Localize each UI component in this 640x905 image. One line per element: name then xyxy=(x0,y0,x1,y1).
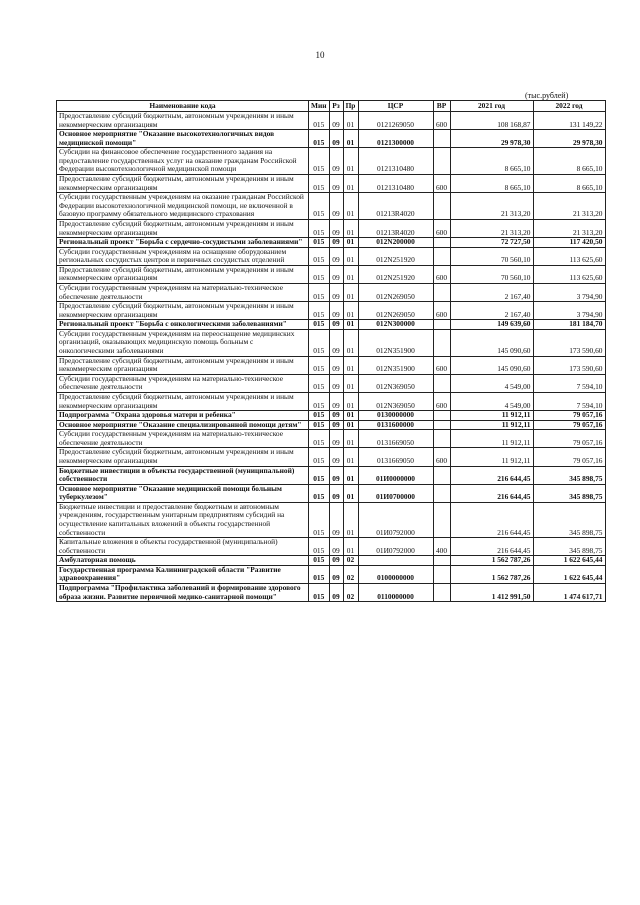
cell-pr: 01 xyxy=(343,247,358,265)
cell-csr: 0121310480 xyxy=(358,175,433,193)
table-row xyxy=(57,193,606,220)
cell-2022: 7 594,10 xyxy=(533,374,605,392)
cell-pr: 01 xyxy=(343,320,358,330)
cell-csr: 0100000000 xyxy=(358,565,433,583)
cell-vr xyxy=(433,320,450,330)
cell-2021: 145 090,60 xyxy=(450,329,533,356)
cell-pr: 01 xyxy=(343,411,358,421)
cell-2021: 216 644,45 xyxy=(450,538,533,556)
cell-vr: 600 xyxy=(433,392,450,410)
cell-rz: 09 xyxy=(329,265,343,283)
table-row xyxy=(57,112,606,130)
cell-vr xyxy=(433,565,450,583)
cell-2022: 113 625,60 xyxy=(533,265,605,283)
table-row xyxy=(57,302,606,320)
cell-2021: 2 167,40 xyxy=(450,302,533,320)
cell-2022: 181 184,70 xyxy=(533,320,605,330)
cell-2021: 21 313,20 xyxy=(450,193,533,220)
cell-pr: 02 xyxy=(343,565,358,583)
cell-rz: 09 xyxy=(329,238,343,248)
cell-2021: 108 168,87 xyxy=(450,112,533,130)
cell-rz: 09 xyxy=(329,484,343,502)
table-row xyxy=(57,466,606,484)
cell-min: 015 xyxy=(309,238,330,248)
cell-rz: 09 xyxy=(329,430,343,448)
cell-csr: 01И0000000 xyxy=(358,466,433,484)
table-row xyxy=(57,374,606,392)
cell-min: 015 xyxy=(309,356,330,374)
cell-pr: 01 xyxy=(343,538,358,556)
cell-pr: 02 xyxy=(343,556,358,566)
header-csr: ЦСР xyxy=(358,101,433,112)
cell-2021: 1 562 787,26 xyxy=(450,556,533,566)
cell-csr: 0131669050 xyxy=(358,430,433,448)
cell-2021: 70 560,10 xyxy=(450,247,533,265)
cell-pr: 01 xyxy=(343,484,358,502)
table-row xyxy=(57,411,606,421)
cell-rz: 09 xyxy=(329,247,343,265)
cell-csr: 012N351900 xyxy=(358,356,433,374)
cell-vr xyxy=(433,238,450,248)
cell-min: 015 xyxy=(309,411,330,421)
cell-name: Региональный проект "Борьба с онкологическими заболеваниями" xyxy=(57,320,309,330)
cell-csr: 0121269050 xyxy=(358,112,433,130)
table-row xyxy=(57,175,606,193)
cell-2021: 8 665,10 xyxy=(450,148,533,175)
cell-2022: 7 594,10 xyxy=(533,392,605,410)
cell-name: Субсидии государственным учреждениям на материально-техническое обеспечение деятельности xyxy=(57,283,309,301)
cell-name: Субсидии государственным учреждениям на переоснащение медицинских организаций, оказывающих медицинскую помощь больным с онкологическими заболеваниями xyxy=(57,329,309,356)
cell-rz: 09 xyxy=(329,502,343,537)
cell-2021: 4 549,00 xyxy=(450,392,533,410)
cell-2021: 29 978,30 xyxy=(450,130,533,148)
cell-2022: 79 057,16 xyxy=(533,420,605,430)
cell-min: 015 xyxy=(309,538,330,556)
cell-2022: 345 898,75 xyxy=(533,466,605,484)
cell-2022: 8 665,10 xyxy=(533,175,605,193)
table-row xyxy=(57,356,606,374)
cell-min: 015 xyxy=(309,565,330,583)
cell-vr xyxy=(433,329,450,356)
cell-rz: 09 xyxy=(329,392,343,410)
cell-name: Предоставление субсидий бюджетным, автономным учреждениям и иным некоммерческим организациям xyxy=(57,112,309,130)
cell-csr: 01213R4020 xyxy=(358,193,433,220)
cell-rz: 09 xyxy=(329,420,343,430)
cell-csr: 012N251920 xyxy=(358,265,433,283)
cell-name: Подпрограмма "Охрана здоровья матери и ребенка" xyxy=(57,411,309,421)
table-row xyxy=(57,420,606,430)
cell-rz: 09 xyxy=(329,320,343,330)
cell-vr xyxy=(433,556,450,566)
cell-min: 015 xyxy=(309,283,330,301)
table-row xyxy=(57,283,606,301)
cell-rz: 09 xyxy=(329,466,343,484)
cell-vr xyxy=(433,283,450,301)
cell-rz: 09 xyxy=(329,538,343,556)
cell-csr: 0131600000 xyxy=(358,420,433,430)
cell-min: 015 xyxy=(309,193,330,220)
cell-csr: 012N200000 xyxy=(358,238,433,248)
cell-name: Предоставление субсидий бюджетным, автономным учреждениям и иным некоммерческим организациям xyxy=(57,356,309,374)
cell-pr: 01 xyxy=(343,502,358,537)
cell-2022: 3 794,90 xyxy=(533,302,605,320)
cell-csr: 0130000000 xyxy=(358,411,433,421)
cell-pr: 01 xyxy=(343,265,358,283)
table-row xyxy=(57,502,606,537)
cell-name: Подпрограмма "Профилактика заболеваний и формирование здорового образа жизни. Развитие первичной медико-санитарной помощи" xyxy=(57,584,309,602)
cell-rz: 09 xyxy=(329,584,343,602)
table-row xyxy=(57,329,606,356)
cell-rz: 09 xyxy=(329,283,343,301)
cell-2022: 117 420,50 xyxy=(533,238,605,248)
cell-csr: 012N251920 xyxy=(358,247,433,265)
cell-pr: 01 xyxy=(343,148,358,175)
cell-name: Государственная программа Калининградской области "Развитие здравоохранения" xyxy=(57,565,309,583)
table-row xyxy=(57,392,606,410)
cell-pr: 01 xyxy=(343,329,358,356)
cell-name: Предоставление субсидий бюджетным, автономным учреждениям и иным некоммерческим организациям xyxy=(57,392,309,410)
cell-2022: 29 978,30 xyxy=(533,130,605,148)
cell-name: Региональный проект "Борьба с сердечно-сосудистыми заболеваниями" xyxy=(57,238,309,248)
cell-vr: 600 xyxy=(433,356,450,374)
header-2021: 2021 год xyxy=(450,101,533,112)
cell-rz: 09 xyxy=(329,356,343,374)
cell-2022: 79 057,16 xyxy=(533,448,605,466)
cell-rz: 09 xyxy=(329,565,343,583)
cell-min: 015 xyxy=(309,484,330,502)
cell-min: 015 xyxy=(309,430,330,448)
cell-vr: 600 xyxy=(433,302,450,320)
cell-rz: 09 xyxy=(329,148,343,175)
cell-min: 015 xyxy=(309,130,330,148)
cell-vr: 600 xyxy=(433,265,450,283)
cell-min: 015 xyxy=(309,374,330,392)
cell-csr: 01И0700000 xyxy=(358,484,433,502)
cell-csr: 012N369050 xyxy=(358,374,433,392)
cell-csr: 01И0792000 xyxy=(358,538,433,556)
cell-vr: 600 xyxy=(433,448,450,466)
cell-pr: 01 xyxy=(343,356,358,374)
cell-2022: 79 057,16 xyxy=(533,411,605,421)
header-name: Наименование кода xyxy=(57,101,309,112)
cell-rz: 09 xyxy=(329,130,343,148)
cell-pr: 01 xyxy=(343,466,358,484)
cell-2021: 149 639,60 xyxy=(450,320,533,330)
cell-vr xyxy=(433,148,450,175)
cell-min: 015 xyxy=(309,448,330,466)
table-row xyxy=(57,448,606,466)
cell-csr: 012N269050 xyxy=(358,302,433,320)
cell-2021: 11 912,11 xyxy=(450,448,533,466)
cell-rz: 09 xyxy=(329,374,343,392)
cell-2021: 8 665,10 xyxy=(450,175,533,193)
cell-csr: 0121300000 xyxy=(358,130,433,148)
cell-vr: 600 xyxy=(433,219,450,237)
cell-rz: 09 xyxy=(329,175,343,193)
cell-csr: 012N300000 xyxy=(358,320,433,330)
cell-rz: 09 xyxy=(329,112,343,130)
cell-2022: 8 665,10 xyxy=(533,148,605,175)
cell-2022: 345 898,75 xyxy=(533,484,605,502)
cell-2021: 72 727,50 xyxy=(450,238,533,248)
cell-csr xyxy=(358,556,433,566)
cell-vr xyxy=(433,374,450,392)
cell-vr xyxy=(433,411,450,421)
cell-2022: 3 794,90 xyxy=(533,283,605,301)
table-row xyxy=(57,219,606,237)
cell-name: Амбулаторная помощь xyxy=(57,556,309,566)
cell-2021: 216 644,45 xyxy=(450,466,533,484)
table-header-row xyxy=(57,101,606,112)
cell-2021: 11 912,11 xyxy=(450,430,533,448)
table-row xyxy=(57,565,606,583)
cell-name: Основное мероприятие "Оказание специализированной помощи детям" xyxy=(57,420,309,430)
cell-2022: 113 625,60 xyxy=(533,247,605,265)
table-row xyxy=(57,238,606,248)
cell-min: 015 xyxy=(309,112,330,130)
table-row xyxy=(57,484,606,502)
cell-2021: 216 644,45 xyxy=(450,502,533,537)
table-row xyxy=(57,148,606,175)
header-2022: 2022 год xyxy=(533,101,605,112)
cell-csr: 0131669050 xyxy=(358,448,433,466)
cell-pr: 01 xyxy=(343,283,358,301)
cell-name: Субсидии государственным учреждениям на материально-техническое обеспечение деятельности xyxy=(57,430,309,448)
cell-vr: 600 xyxy=(433,175,450,193)
header-rz: Рз xyxy=(329,101,343,112)
cell-2021: 11 912,11 xyxy=(450,411,533,421)
cell-2021: 70 560,10 xyxy=(450,265,533,283)
table-row xyxy=(57,430,606,448)
cell-pr: 01 xyxy=(343,420,358,430)
cell-min: 015 xyxy=(309,175,330,193)
cell-rz: 09 xyxy=(329,448,343,466)
cell-name: Бюджетные инвестиции и предоставление бюджетным и автономным учреждениям, государственным унитарным предприятиям субсидий на осуществление капитальных вложений в объекты государственной собственности xyxy=(57,502,309,537)
cell-rz: 09 xyxy=(329,193,343,220)
units-label: (тыс.рублей) xyxy=(525,91,569,100)
cell-min: 015 xyxy=(309,466,330,484)
cell-name: Предоставление субсидий бюджетным, автономным учреждениям и иным некоммерческим организациям xyxy=(57,175,309,193)
cell-min: 015 xyxy=(309,502,330,537)
cell-vr xyxy=(433,193,450,220)
cell-pr: 01 xyxy=(343,374,358,392)
cell-csr: 01213R4020 xyxy=(358,219,433,237)
cell-csr: 012N269050 xyxy=(358,283,433,301)
table-row xyxy=(57,538,606,556)
table-row xyxy=(57,584,606,602)
cell-pr: 02 xyxy=(343,584,358,602)
cell-min: 015 xyxy=(309,219,330,237)
cell-pr: 01 xyxy=(343,175,358,193)
table-row xyxy=(57,247,606,265)
cell-vr: 400 xyxy=(433,538,450,556)
cell-pr: 01 xyxy=(343,130,358,148)
cell-name: Субсидии государственным учреждениям на материально-техническое обеспечение деятельности xyxy=(57,374,309,392)
cell-name: Бюджетные инвестиции в объекты государственной (муниципальной) собственности xyxy=(57,466,309,484)
table-row xyxy=(57,265,606,283)
cell-vr xyxy=(433,584,450,602)
cell-min: 015 xyxy=(309,392,330,410)
cell-min: 015 xyxy=(309,584,330,602)
cell-2022: 131 149,22 xyxy=(533,112,605,130)
table-row xyxy=(57,320,606,330)
cell-vr xyxy=(433,130,450,148)
cell-min: 015 xyxy=(309,329,330,356)
cell-2021: 145 090,60 xyxy=(450,356,533,374)
cell-vr xyxy=(433,430,450,448)
cell-min: 015 xyxy=(309,148,330,175)
cell-vr xyxy=(433,247,450,265)
cell-name: Капитальные вложения в объекты государственной (муниципальной) собственности xyxy=(57,538,309,556)
cell-name: Субсидии государственным учреждениям на оснащение оборудованием региональных сосудистых центров и первичных сосудистых отделений xyxy=(57,247,309,265)
cell-2021: 11 912,11 xyxy=(450,420,533,430)
budget-table xyxy=(56,100,606,602)
cell-2022: 1 622 645,44 xyxy=(533,556,605,566)
page-number: 10 xyxy=(315,50,325,60)
cell-pr: 01 xyxy=(343,302,358,320)
cell-csr: 0121310480 xyxy=(358,148,433,175)
table-row xyxy=(57,130,606,148)
cell-pr: 01 xyxy=(343,193,358,220)
cell-2022: 21 313,20 xyxy=(533,193,605,220)
cell-2022: 345 898,75 xyxy=(533,502,605,537)
cell-2021: 216 644,45 xyxy=(450,484,533,502)
cell-min: 015 xyxy=(309,302,330,320)
cell-name: Предоставление субсидий бюджетным, автономным учреждениям и иным некоммерческим организациям xyxy=(57,219,309,237)
cell-pr: 01 xyxy=(343,112,358,130)
cell-min: 015 xyxy=(309,320,330,330)
cell-csr: 012N369050 xyxy=(358,392,433,410)
header-vr: ВР xyxy=(433,101,450,112)
cell-csr: 01И0792000 xyxy=(358,502,433,537)
cell-name: Предоставление субсидий бюджетным, автономным учреждениям и иным некоммерческим организациям xyxy=(57,448,309,466)
cell-min: 015 xyxy=(309,556,330,566)
cell-name: Субсидии государственным учреждениям на оказание гражданам Российской Федерации высокотехнологичной медицинской помощи, не включенной в базовую программу обязательного медицинского страхования xyxy=(57,193,309,220)
table-body xyxy=(57,112,606,602)
cell-min: 015 xyxy=(309,265,330,283)
cell-vr xyxy=(433,484,450,502)
cell-name: Предоставление субсидий бюджетным, автономным учреждениям и иным некоммерческим организациям xyxy=(57,302,309,320)
cell-2022: 173 590,60 xyxy=(533,329,605,356)
cell-pr: 01 xyxy=(343,219,358,237)
cell-min: 015 xyxy=(309,247,330,265)
cell-name: Субсидии на финансовое обеспечение государственного задания на предоставление государственных услуг на оказание гражданам Российской Федерации высокотехнологичной медицинской помощи xyxy=(57,148,309,175)
table-row xyxy=(57,556,606,566)
cell-rz: 09 xyxy=(329,302,343,320)
cell-2021: 4 549,00 xyxy=(450,374,533,392)
cell-2021: 1 562 787,26 xyxy=(450,565,533,583)
cell-min: 015 xyxy=(309,420,330,430)
cell-2022: 173 590,60 xyxy=(533,356,605,374)
cell-name: Основное мероприятие "Оказание медицинской помощи больным туберкулезом" xyxy=(57,484,309,502)
cell-rz: 09 xyxy=(329,411,343,421)
cell-rz: 09 xyxy=(329,329,343,356)
header-pr: Пр xyxy=(343,101,358,112)
cell-name: Основное мероприятие "Оказание высокотехнологичных видов медицинской помощи" xyxy=(57,130,309,148)
cell-pr: 01 xyxy=(343,238,358,248)
cell-2022: 79 057,16 xyxy=(533,430,605,448)
cell-2022: 1 474 617,71 xyxy=(533,584,605,602)
cell-2021: 2 167,40 xyxy=(450,283,533,301)
cell-csr: 012N351900 xyxy=(358,329,433,356)
cell-2022: 345 898,75 xyxy=(533,538,605,556)
cell-vr xyxy=(433,502,450,537)
cell-pr: 01 xyxy=(343,448,358,466)
header-min: Мин xyxy=(309,101,330,112)
cell-name: Предоставление субсидий бюджетным, автономным учреждениям и иным некоммерческим организациям xyxy=(57,265,309,283)
cell-2021: 21 313,20 xyxy=(450,219,533,237)
cell-csr: 0110000000 xyxy=(358,584,433,602)
cell-2022: 1 622 645,44 xyxy=(533,565,605,583)
cell-vr xyxy=(433,420,450,430)
cell-vr xyxy=(433,466,450,484)
cell-vr: 600 xyxy=(433,112,450,130)
cell-2021: 1 412 991,50 xyxy=(450,584,533,602)
cell-pr: 01 xyxy=(343,430,358,448)
cell-2022: 21 313,20 xyxy=(533,219,605,237)
cell-rz: 09 xyxy=(329,556,343,566)
cell-pr: 01 xyxy=(343,392,358,410)
cell-rz: 09 xyxy=(329,219,343,237)
